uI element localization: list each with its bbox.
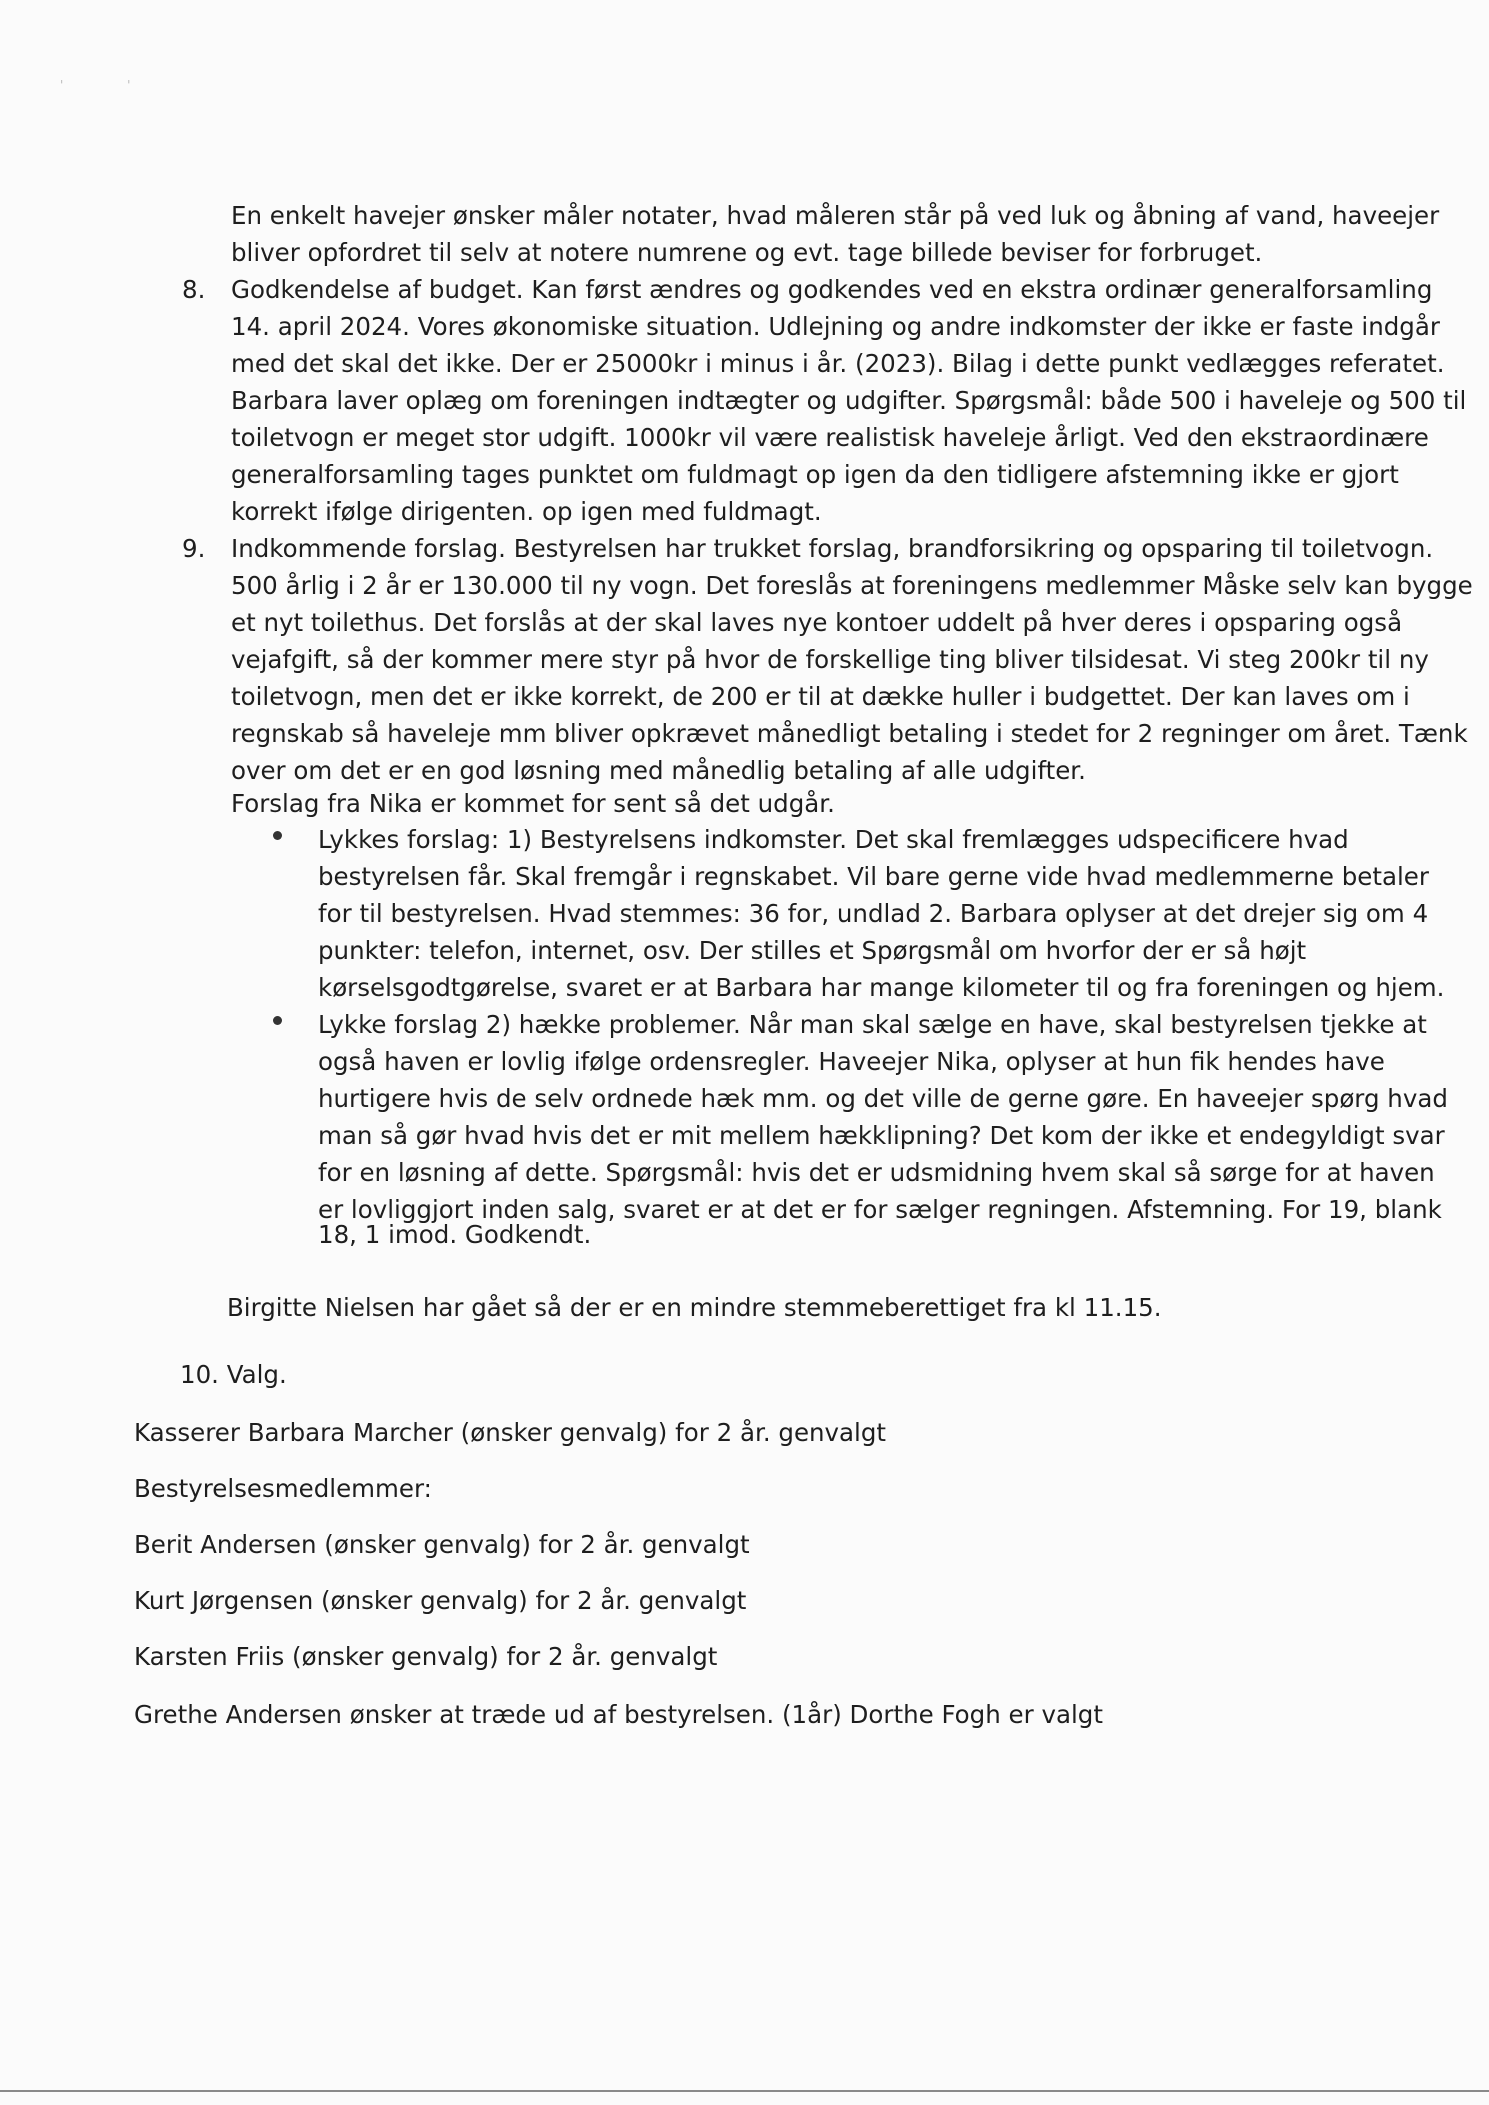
- bullet-marker: [273, 831, 282, 840]
- bullet-1-line: for til bestyrelsen. Hvad stemmes: 36 for, undlad 2. Barbara oplyser at det drejer sig om 4: [318, 899, 1429, 928]
- election-line: Berit Andersen (ønsker genvalg) for 2 år. genvalgt: [134, 1530, 750, 1559]
- item-9-line: Forslag fra Nika er kommet for sent så det udgår.: [231, 789, 835, 818]
- bullet-2-line: er lovliggjort inden salg, svaret er at det er for sælger regningen. Afstemning. For 19, blank: [318, 1195, 1442, 1224]
- bullet-2-line: 18, 1 imod. Godkendt.: [318, 1220, 592, 1249]
- election-line: Karsten Friis (ønsker genvalg) for 2 år. genvalgt: [134, 1642, 718, 1671]
- item-8-line: generalforsamling tages punktet om fuldmagt op igen da den tidligere afstemning ikke er gjort: [231, 460, 1399, 489]
- item-10-heading: 10. Valg.: [180, 1360, 287, 1389]
- item-8-line: Godkendelse af budget. Kan først ændres og godkendes ved en ekstra ordinær generalforsamling: [231, 275, 1433, 304]
- item-9-line: regnskab så haveleje mm bliver opkrævet månedligt betaling i stedet for 2 regninger om året. Tænk: [231, 719, 1468, 748]
- bullet-1-line: kørselsgodtgørelse, svaret er at Barbara har mange kilometer til og fra foreningen og hjem.: [318, 973, 1445, 1002]
- election-line: Kasserer Barbara Marcher (ønsker genvalg) for 2 år. genvalgt: [134, 1418, 887, 1447]
- bullet-2-line: også haven er lovlig ifølge ordensregler. Haveejer Nika, oplyser at hun fik hendes have: [318, 1047, 1385, 1076]
- election-line: Bestyrelsesmedlemmer:: [134, 1474, 432, 1503]
- item-8-line: Barbara laver oplæg om foreningen indtægter og udgifter. Spørgsmål: både 500 i haveleje og 500 til: [231, 386, 1467, 415]
- item-8-line: toiletvogn er meget stor udgift. 1000kr vil være realistisk haveleje årligt. Ved den ekstraordinære: [231, 423, 1429, 452]
- item-8-number: 8.: [182, 275, 206, 304]
- note-line: Birgitte Nielsen har gået så der er en mindre stemmeberettiget fra kl 11.15.: [227, 1293, 1162, 1322]
- item-9-line: vejafgift, så der kommer mere styr på hvor de forskellige ting bliver tilsidesat. Vi steg 200kr til ny: [231, 645, 1429, 674]
- election-line: Kurt Jørgensen (ønsker genvalg) for 2 år. genvalgt: [134, 1586, 747, 1615]
- item-8-line: 14. april 2024. Vores økonomiske situation. Udlejning og andre indkomster der ikke er faste indgår: [231, 312, 1440, 341]
- item-9-number: 9.: [182, 534, 206, 563]
- bullet-2-line: man så gør hvad hvis det er mit mellem hækklipning? Det kom der ikke et endegyldigt svar: [318, 1121, 1445, 1150]
- item-9-line: Indkommende forslag. Bestyrelsen har trukket forslag, brandforsikring og opsparing til toiletvogn.: [231, 534, 1434, 563]
- bullet-2-line: hurtigere hvis de selv ordnede hæk mm. og det ville de gerne gøre. En haveejer spørg hvad: [318, 1084, 1448, 1113]
- bullet-1-line: punkter: telefon, internet, osv. Der stilles et Spørgsmål om hvorfor der er så højt: [318, 936, 1307, 965]
- item-9-line: toiletvogn, men det er ikke korrekt, de 200 er til at dække huller i budgettet. Der kan laves om i: [231, 682, 1410, 711]
- item-9-line: et nyt toilethus. Det forslås at der skal laves nye kontoer uddelt på hver deres i opsparing også: [231, 608, 1403, 637]
- election-line: Grethe Andersen ønsker at træde ud af bestyrelsen. (1år) Dorthe Fogh er valgt: [134, 1700, 1103, 1729]
- bullet-2-line: for en løsning af dette. Spørgsmål: hvis det er udsmidning hvem skal så sørge for at haven: [318, 1158, 1435, 1187]
- scan-edge-line: [0, 2090, 1489, 2092]
- bullet-marker: [273, 1016, 282, 1025]
- item-9-line: 500 årlig i 2 år er 130.000 til ny vogn. Det foreslås at foreningens medlemmer Måske selv kan bygge: [231, 571, 1473, 600]
- intro-line: bliver opfordret til selv at notere numrene og evt. tage billede beviser for forbruget.: [231, 238, 1263, 267]
- bullet-2-line: Lykke forslag 2) hække problemer. Når man skal sælge en have, skal bestyrelsen tjekke at: [318, 1010, 1427, 1039]
- item-8-line: korrekt ifølge dirigenten. op igen med fuldmagt.: [231, 497, 822, 526]
- intro-line: En enkelt havejer ønsker måler notater, hvad måleren står på ved luk og åbning af vand, haveejer: [231, 201, 1440, 230]
- item-8-line: med det skal det ikke. Der er 25000kr i minus i år. (2023). Bilag i dette punkt vedlægges referatet.: [231, 349, 1445, 378]
- bullet-1-line: bestyrelsen får. Skal fremgår i regnskabet. Vil bare gerne vide hvad medlemmerne betaler: [318, 862, 1429, 891]
- item-9-line: over om det er en god løsning med månedlig betaling af alle udgifter.: [231, 756, 1086, 785]
- bullet-1-line: Lykkes forslag: 1) Bestyrelsens indkomster. Det skal fremlægges udspecificere hvad: [318, 825, 1349, 854]
- scan-marks: ' ': [60, 78, 161, 92]
